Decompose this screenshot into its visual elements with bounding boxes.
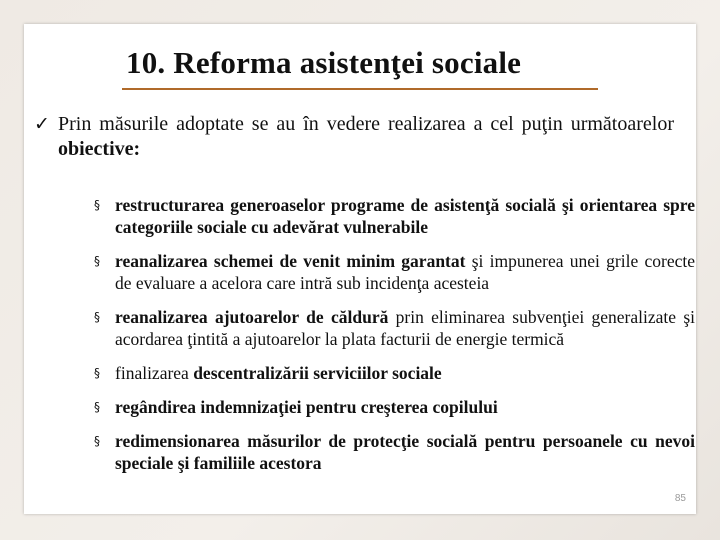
item-text-bold: redimensionarea măsurilor de protecţie socială pentru persoanele cu nevoi speciale şi familiile acestora	[115, 431, 695, 473]
list-item	[94, 362, 695, 384]
item-text: prin eliminarea subvenţiei generalizate şi acordarea ţintită a ajutoarelor la plata facturii de energie termică	[115, 307, 695, 349]
item-text-bold: reanalizarea ajutoarelor de căldură	[115, 307, 389, 327]
bullet-icon: §	[94, 310, 100, 324]
slide	[24, 24, 696, 514]
list-item	[94, 396, 695, 418]
list-item	[94, 250, 696, 294]
item-text-bold: reanalizarea schemei de venit minim garantat	[115, 251, 466, 271]
list-item	[94, 194, 695, 238]
bullet-icon: §	[94, 254, 100, 268]
bullet-icon: §	[94, 400, 100, 414]
bullet-icon: §	[94, 434, 100, 448]
item-text-bold: regândirea indemnizaţiei pentru creşterea copilului	[115, 397, 498, 417]
bullet-icon: §	[94, 198, 100, 212]
item-text: şi impunerea unei grile corecte de evaluare a acelora care intră sub incidenţa acesteia	[115, 251, 696, 293]
checkmark-icon: ✓	[34, 113, 50, 135]
page-number: 85	[674, 493, 686, 504]
list-item	[94, 430, 695, 474]
item-text: restructurarea generoaselor programe de asistenţă socială şi orientarea spre categoriile sociale cu adevărat vulnerabile	[115, 195, 695, 237]
item-text: finalizarea	[115, 363, 194, 383]
item-text-bold: descentralizării serviciilor sociale	[193, 363, 442, 383]
intro-paragraph	[34, 112, 674, 162]
bullet-icon: §	[94, 366, 100, 380]
list-item	[94, 306, 695, 350]
objectives-list	[94, 194, 696, 486]
intro-bold: obiective:	[58, 138, 141, 160]
title-underline	[122, 88, 598, 90]
intro-text: Prin măsurile adoptate se au în vedere realizarea a cel puţin următoarelor	[58, 113, 674, 135]
slide-title: 10. Reforma asistenţei sociale	[126, 45, 522, 80]
